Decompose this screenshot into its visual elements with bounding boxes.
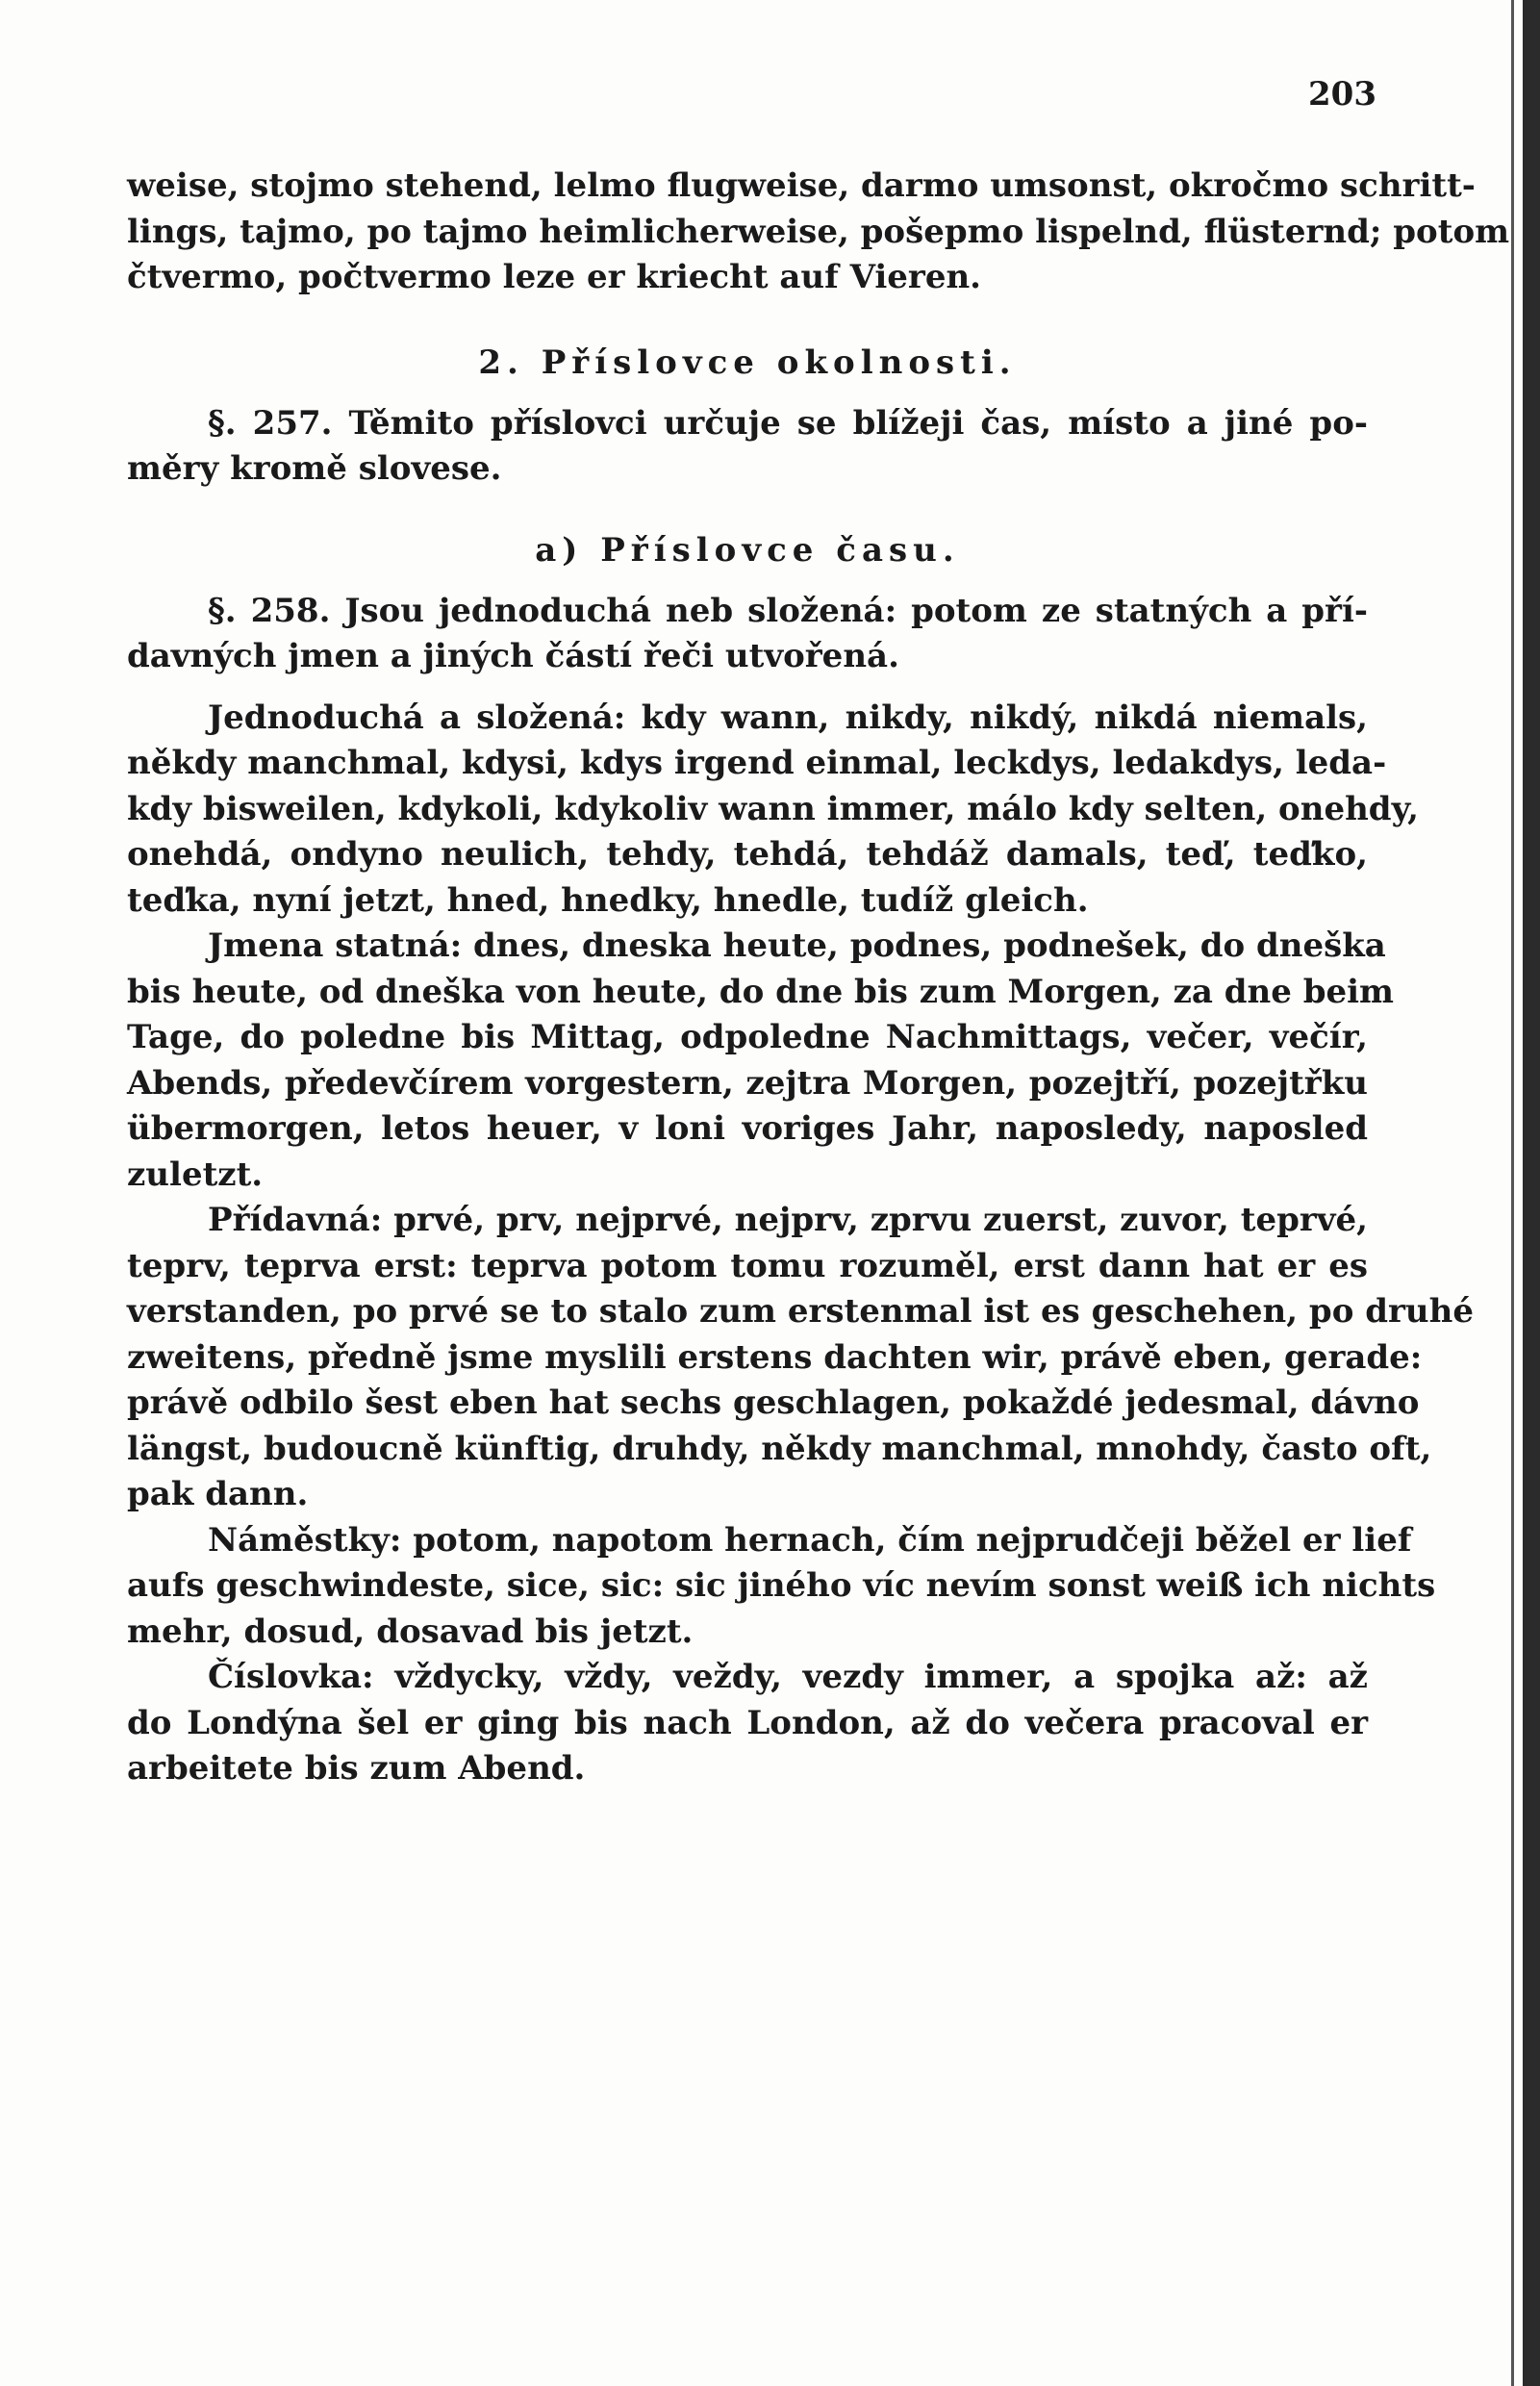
intro-paragraph xyxy=(127,164,1510,301)
paragraph-pridavna xyxy=(127,1198,1474,1518)
section-heading: 2. Příslovce okolnosti. xyxy=(478,343,1017,382)
text-line: zweitens, předně jsme myslili erstens dachten wir, právě eben, gerade: xyxy=(127,1337,1423,1377)
paragraph-namestky xyxy=(127,1518,1436,1656)
text-line: čtvermo, počtvermo leze er kriecht auf Vieren. xyxy=(127,258,982,296)
text-line: arbeitete bis zum Abend. xyxy=(127,1749,586,1788)
text-line: lings, tajmo, po tajmo heimlicherweise, pošepmo lispelnd, flüsternd; potom xyxy=(127,212,1510,251)
text-line: §. 258. Jsou jednoduchá neb složená: potom ze statných a pří- xyxy=(208,591,1368,630)
page-edge-shadow xyxy=(1523,0,1540,2386)
paragraph-258 xyxy=(127,589,1368,680)
text-line: übermorgen, letos heuer, v loni voriges Jahr, naposledy, naposled xyxy=(127,1109,1368,1148)
text-line: teprv, teprva erst: teprva potom tomu rozuměl, erst dann hat er es xyxy=(127,1246,1368,1285)
text-line: Abends, předevčírem vorgestern, zejtra Morgen, pozejtří, pozejtřku xyxy=(127,1063,1368,1103)
paragraph-jednoducha xyxy=(127,696,1419,925)
text-line: kdy bisweilen, kdykoli, kdykoliv wann immer, málo kdy selten, onehdy, xyxy=(127,789,1419,828)
text-line: längst, budoucně künftig, druhdy, někdy manchmal, mnohdy, často oft, xyxy=(127,1429,1432,1468)
text-line: Jmena statná: dnes, dneska heute, podnes, podnešek, do dneška xyxy=(208,926,1386,965)
text-line: zuletzt. xyxy=(127,1155,264,1194)
text-line: právě odbilo šest eben hat sechs geschlagen, pokaždé jedesmal, dávno xyxy=(127,1383,1420,1422)
text-line: do Londýna šel er ging bis nach London, až do večera pracoval er xyxy=(127,1703,1368,1742)
text-line: někdy manchmal, kdysi, kdys irgend einmal, leckdys, ledakdys, leda- xyxy=(127,744,1387,782)
text-line: onehdá, ondyno neulich, tehdy, tehdá, tehdáž damals, teď, teďko, xyxy=(127,835,1368,874)
text-line: §. 257. Těmito příslovci určuje se blížeji čas, místo a jiné po- xyxy=(208,403,1368,443)
text-line: Přídavná: prvé, prv, nejprvé, nejprv, zprvu zuerst, zuvor, teprvé, xyxy=(208,1201,1368,1239)
text-line: bis heute, od dneška von heute, do dne bis zum Morgen, za dne beim xyxy=(127,972,1395,1011)
text-line: Náměstky: potom, napotom hernach, čím nejprudčeji běžel er lief xyxy=(208,1520,1412,1560)
text-line: pak dann. xyxy=(127,1475,309,1513)
paragraph-cislovka xyxy=(127,1655,1368,1792)
text-line: weise, stojmo stehend, lelmo flugweise, darmo umsonst, okročmo schritt- xyxy=(127,166,1476,205)
text-line: aufs geschwindeste, sice, sic: sic jiného víc nevím sonst weiß ich nichts xyxy=(127,1566,1436,1605)
paragraph-257 xyxy=(127,401,1368,493)
text-body xyxy=(127,164,1510,1792)
text-line: teďka, nyní jetzt, hned, hnedky, hnedle, tudíž gleich. xyxy=(127,880,1089,920)
page-edge-line xyxy=(1511,0,1514,2386)
text-line: měry kromě slovese. xyxy=(127,449,502,488)
text-line: mehr, dosud, dosavad bis jetzt. xyxy=(127,1612,694,1651)
page-number: 203 xyxy=(1308,75,1376,114)
text-line: davných jmen a jiných částí řeči utvořená. xyxy=(127,637,899,675)
text-line: Jednoduchá a složená: kdy wann, nikdy, nikdý, nikdá niemals, xyxy=(208,698,1368,737)
paragraph-jmena-statna xyxy=(127,924,1395,1198)
text-line: Tage, do poledne bis Mittag, odpoledne Nachmittags, večer, večír, xyxy=(127,1018,1368,1056)
text-line: verstanden, po prvé se to stalo zum erstenmal ist es geschehen, po druhé xyxy=(127,1292,1474,1331)
subsection-heading: a) Příslovce času. xyxy=(535,530,960,570)
text-line: Číslovka: vždycky, vždy, veždy, vezdy immer, a spojka až: až xyxy=(208,1658,1368,1696)
